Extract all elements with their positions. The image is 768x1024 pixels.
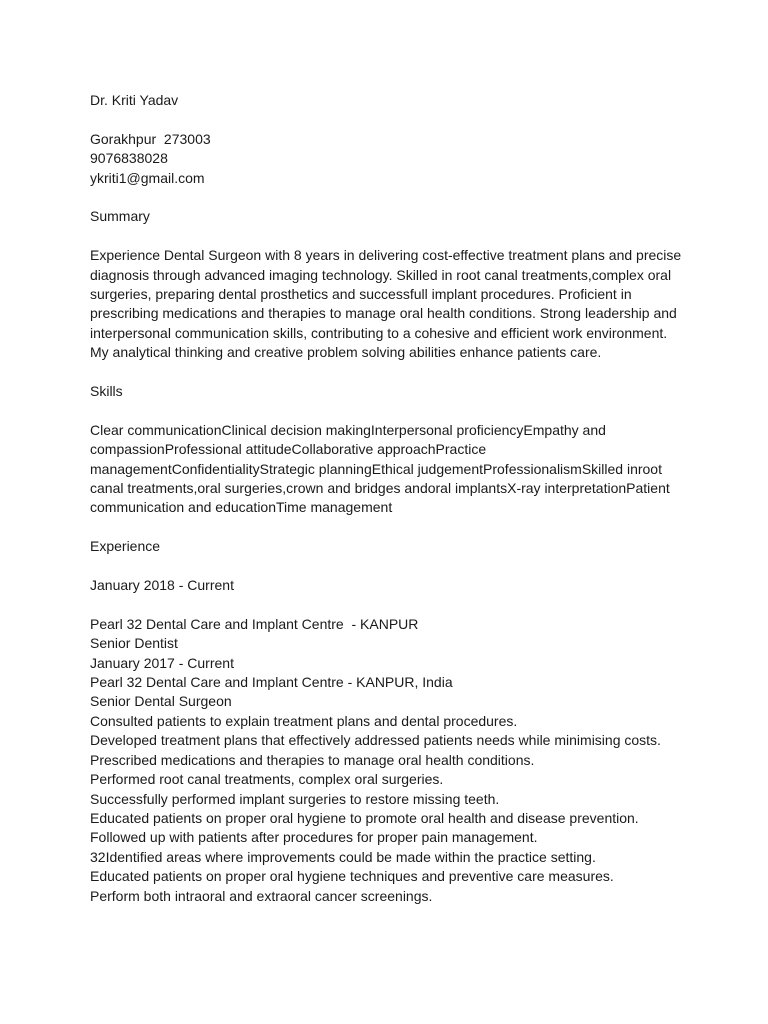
- skills-line: canal treatments,oral surgeries,crown and bridges andoral implantsX-ray interpretationPatient: [90, 480, 670, 497]
- job-dates: January 2017 - Current: [90, 654, 234, 671]
- job-duty: 32Identified areas where improvements could be made within the practice setting.: [90, 848, 596, 865]
- job-duty: Developed treatment plans that effectively addressed patients needs while minimising costs.: [90, 732, 661, 749]
- summary-heading: Summary: [90, 208, 150, 225]
- job-title: Senior Dental Surgeon: [90, 693, 232, 710]
- address: Gorakhpur 273003: [90, 130, 211, 147]
- phone-number: 9076838028: [90, 150, 168, 167]
- job-duties-list: [90, 712, 690, 906]
- job-duty: Prescribed medications and therapies to manage oral health conditions.: [90, 751, 535, 768]
- skills-line: communication and educationTime management: [90, 499, 393, 516]
- job-duty: Followed up with patients after procedures for proper pain management.: [90, 829, 538, 846]
- summary-line: interpersonal communication skills, contributing to a cohesive and efficient work environment.: [90, 324, 668, 341]
- job-duty: Consulted patients to explain treatment plans and dental procedures.: [90, 712, 518, 729]
- skills-heading: Skills: [90, 383, 123, 400]
- candidate-name: Dr. Kriti Yadav: [90, 92, 179, 108]
- job-duty: Successfully performed implant surgeries to restore missing teeth.: [90, 790, 500, 807]
- email-address: ykriti1@gmail.com: [90, 169, 205, 186]
- summary-line: My analytical thinking and creative problem solving abilities enhance patients care.: [90, 344, 602, 361]
- summary-line: diagnosis through advanced imaging technology. Skilled in root canal treatments,complex oral: [90, 266, 672, 283]
- skills-line: Clear communicationClinical decision makingInterpersonal proficiencyEmpathy and: [90, 421, 606, 438]
- job-duty: Performed root canal treatments, complex oral surgeries.: [90, 771, 444, 788]
- job-employer: Pearl 32 Dental Care and Implant Centre - KANPUR, India: [90, 674, 453, 691]
- experience-entry: [90, 576, 690, 654]
- summary-paragraph: [90, 246, 690, 362]
- summary-line: Experience Dental Surgeon with 8 years in delivering cost-effective treatment plans and precise: [90, 247, 682, 264]
- resume-document: [90, 91, 690, 906]
- experience-heading: Experience: [90, 538, 161, 555]
- job-duty: Educated patients on proper oral hygiene techniques and preventive care measures.: [90, 868, 614, 885]
- job-duty: Perform both intraoral and extraoral cancer screenings.: [90, 887, 433, 904]
- skills-line: managementConfidentialityStrategic planningEthical judgementProfessionalismSkilled inroot: [90, 460, 662, 477]
- contact-block: [90, 130, 690, 188]
- job-employer: Pearl 32 Dental Care and Implant Centre - KANPUR: [90, 615, 419, 632]
- summary-line: prescribing medications and therapies to manage oral health conditions. Strong leadership and: [90, 305, 677, 322]
- job-dates: January 2018 - Current: [90, 577, 234, 594]
- skills-paragraph: [90, 421, 690, 518]
- experience-entry: [90, 654, 690, 906]
- skills-line: compassionProfessional attitudeCollaborative approachPractice: [90, 441, 487, 458]
- summary-line: surgeries, preparing dental prosthetics and successfull implant procedures. Proficient in: [90, 286, 632, 303]
- job-duty: Educated patients on proper oral hygiene to promote oral health and disease prevention.: [90, 809, 639, 826]
- job-title: Senior Dentist: [90, 635, 178, 652]
